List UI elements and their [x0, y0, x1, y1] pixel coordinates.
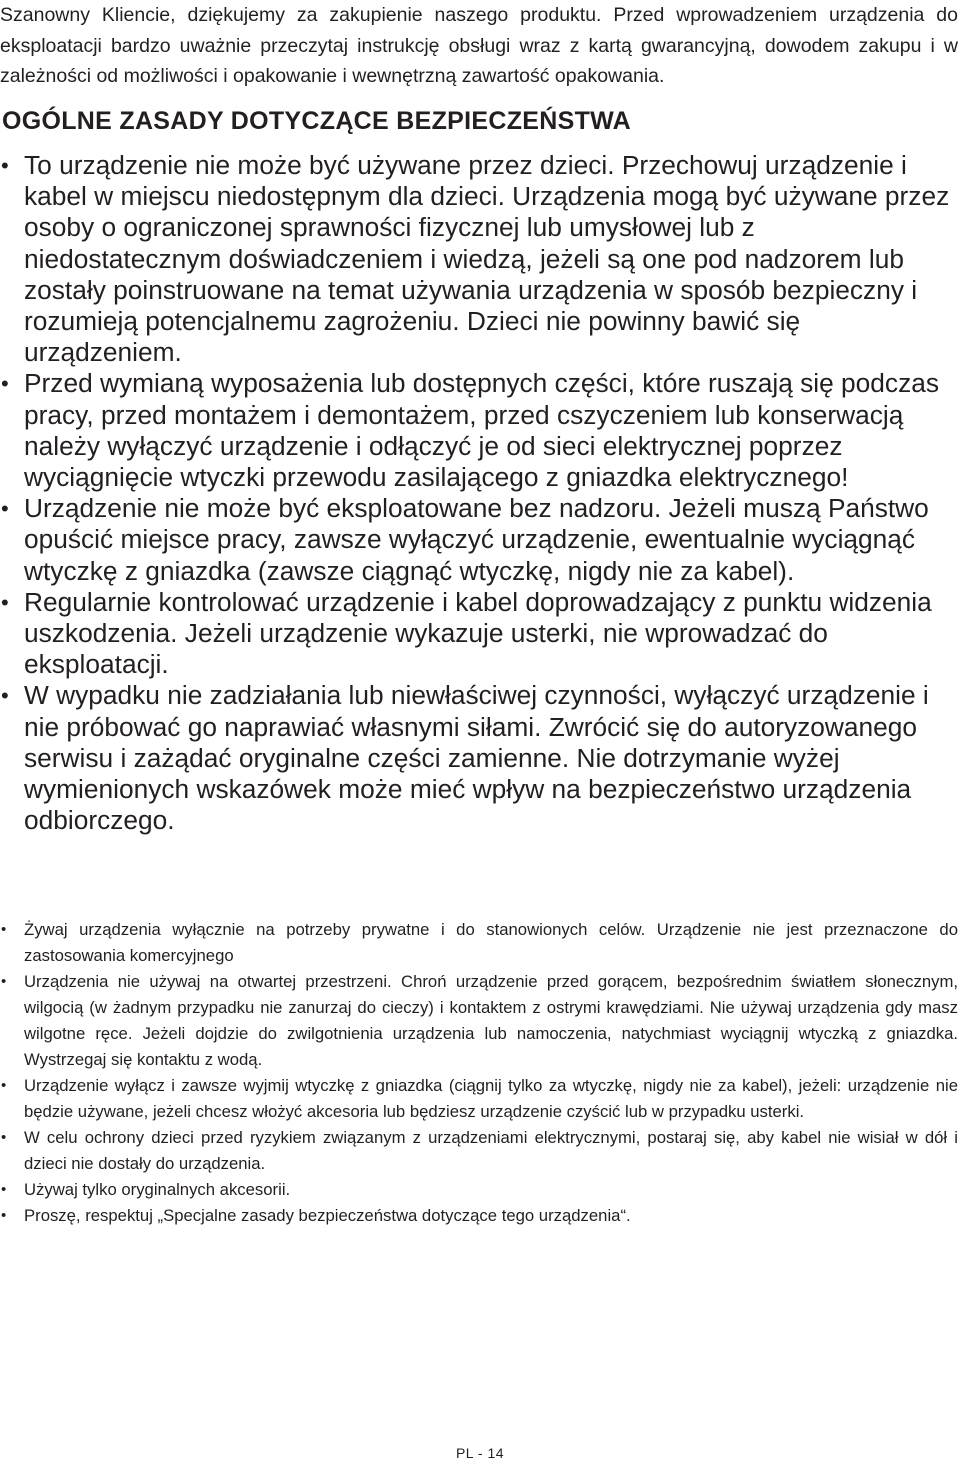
- list-item-text: W celu ochrony dzieci przed ryzykiem związanym z urządzeniami elektrycznymi, postaraj się, aby kabel nie wisiał w dół i dzieci nie dostały do urządzenia.: [24, 1128, 958, 1173]
- list-item: [0, 1125, 958, 1177]
- list-item-text: Przed wymianą wyposażenia lub dostępnych części, które ruszają się podczas pracy, przed montażem i demontażem, przed cszyczeniem lub konserwacją należy wyłączyć urządzenie i odłączyć je od sieci elektrycznej poprzez wyciągnięcie wtyczki przewodu zasilającego z gniazdka elektrycznego!: [24, 368, 939, 493]
- list-item: [0, 1073, 958, 1125]
- bullet-icon: •: [1, 1129, 7, 1146]
- bullet-icon: •: [1, 496, 9, 522]
- list-item: [0, 917, 958, 969]
- list-item-text: Żywaj urządzenia wyłącznie na potrzeby prywatne i do stanowionych celów. Urządzenie nie jest przeznaczone do zastosowania komercyjnego: [24, 920, 958, 965]
- bullet-icon: •: [1, 153, 9, 178]
- bullet-icon: •: [1, 973, 7, 990]
- list-item: [0, 680, 958, 836]
- list-item-text: Urządzenia nie używaj na otwartej przestrzeni. Chroń urządzenie przed gorącem, bezpośrednim światłem słonecznym, wilgocią (w żadnym przypadku nie zanurzaj do cieczy) i kontaktem z ostrymi krawędziami. Nie używaj urządzenia gdy masz wilgotne ręce. Jeżeli dojdzie do zwilgotnienia urządzenia lub namoczenia, natychmiast wyciągnij wtyczką z gniazdka. Wystrzegaj się kontaktu z wodą.: [24, 972, 958, 1069]
- list-item: [0, 368, 958, 493]
- list-item: [0, 587, 958, 681]
- bullet-icon: •: [1, 921, 7, 938]
- page-number: PL - 14: [455, 1445, 505, 1461]
- list-item-text: Używaj tylko oryginalnych akcesorii.: [24, 1180, 291, 1199]
- list-item: [0, 969, 958, 1073]
- list-item: [0, 1203, 958, 1229]
- bullet-icon: •: [1, 1207, 7, 1224]
- bullet-icon: •: [1, 1181, 7, 1198]
- list-item-text: W wypadku nie zadziałania lub niewłaściwej czynności, wyłączyć urządzenie i nie próbować go naprawiać własnymi siłami. Zwrócić się do autoryzowanego serwisu i zażądać oryginalne części zamienne. Nie dotrzymanie wyżej wymienionych wskazówek może mieć wpływ na bezpieczeństwo urządzenia odbiorczego.: [24, 680, 929, 836]
- intro-paragraph: Szanowny Kliencie, dziękujemy za zakupienie naszego produktu. Przed wprowadzeniem urządzenia do eksploatacji bardzo uważnie przeczytaj instrukcję obsługi wraz z kartą gwarancyjną, dowodem zakupu i w zależności od możliwości i opakowanie i wewnętrzną zawartość opakowania.: [0, 4, 958, 87]
- list-item-text: Urządzenie nie może być eksploatowane bez nadzoru. Jeżeli muszą Państwo opuścić miejsce pracy, zawsze wyłączyć urządzenie, ewentualnie wyciągnąć wtyczkę z gniazdka (zawsze ciągnąć wtyczkę, nigdy nie za kabel).: [24, 493, 929, 586]
- list-item-text: Proszę, respektuj „Specjalne zasady bezpieczeństwa dotyczące tego urządzenia“.: [24, 1206, 631, 1225]
- list-item-text: To urządzenie nie może być używane przez dzieci. Przechowuj urządzenie i kabel w miejscu niedostępnym dla dzieci. Urządzenia mogą być używane przez osoby o ograniczonej sprawności fizycznej lub umysłowej lub z niedostatecznym doświadczeniem i wiedzą, jeżeli są one pod nadzorem lub zostały poinstruowane na temat używania urządzenia w sposób bezpieczny i rozumieją potencjalnemu zagrożeniu. Dzieci nie powinny bawić się urządzeniem.: [24, 150, 950, 368]
- main-safety-list: [0, 150, 958, 836]
- list-item-text: Urządzenie wyłącz i zawsze wyjmij wtyczkę z gniazdka (ciągnij tylko za wtyczkę, nigdy nie za kabel), jeżeli: urządzenie nie będzie używane, jeżeli chcesz włożyć akcesoria lub będziesz urządzenie czyścić lub w przypadku usterki.: [24, 1076, 958, 1121]
- bullet-icon: •: [1, 589, 9, 615]
- section-heading: OGÓLNE ZASADY DOTYCZĄCE BEZPIECZEŃSTWA: [2, 107, 632, 135]
- bullet-icon: •: [1, 1077, 7, 1094]
- list-item: [0, 493, 958, 587]
- list-item: [0, 1177, 958, 1203]
- bullet-icon: •: [1, 683, 9, 709]
- bullet-icon: •: [1, 371, 9, 397]
- list-item-text: Regularnie kontrolować urządzenie i kabel doprowadzający z punktu widzenia uszkodzenia. Jeżeli urządzenie wykazuje usterki, nie wprowadzać do eksploatacji.: [24, 586, 932, 680]
- minor-safety-list: [0, 917, 958, 1229]
- list-item: [0, 150, 958, 368]
